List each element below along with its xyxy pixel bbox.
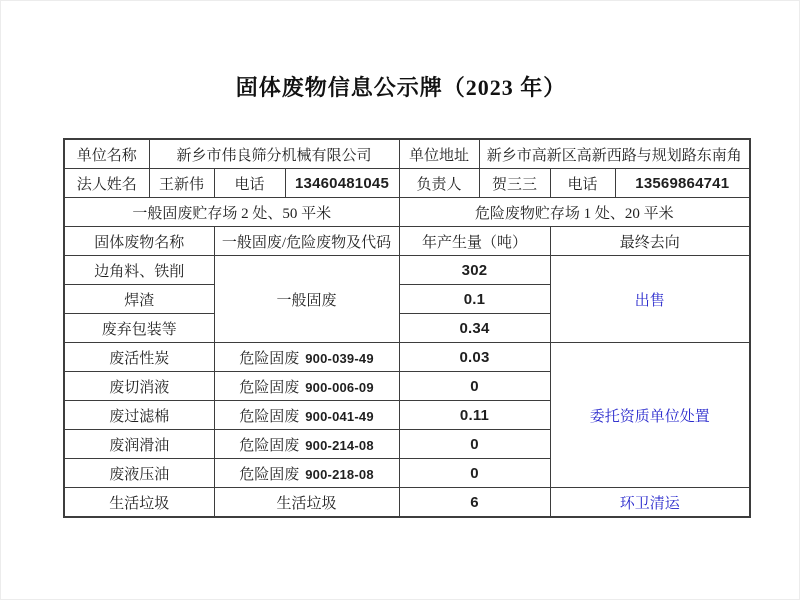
waste-type: 危险固废 — [239, 437, 300, 454]
waste-name: 焊渣 — [64, 285, 214, 314]
waste-amount: 0.03 — [399, 343, 550, 372]
waste-code-cell — [214, 343, 399, 372]
responsible-label: 负责人 — [399, 169, 479, 198]
waste-amount: 6 — [399, 488, 550, 518]
table-row-headers — [64, 227, 750, 256]
waste-name: 废液压油 — [64, 459, 214, 488]
unit-name-label: 单位名称 — [64, 139, 149, 169]
responsible-value: 贺三三 — [479, 169, 550, 198]
general-storage-info: 一般固废贮存场 2 处、50 平米 — [64, 198, 399, 227]
waste-amount: 0 — [399, 372, 550, 401]
waste-type: 危险固废 — [239, 379, 300, 396]
unit-address-value: 新乡市高新区高新西路与规划路东南角 — [479, 139, 750, 169]
waste-amount: 302 — [399, 256, 550, 285]
destination-sell: 出售 — [550, 256, 750, 343]
waste-name: 废活性炭 — [64, 343, 214, 372]
waste-code: 900-039-49 — [305, 350, 374, 366]
page-title: 固体废物信息公示牌（2023 年） — [235, 75, 567, 100]
waste-code-cell — [214, 372, 399, 401]
table-row-unit — [64, 139, 750, 169]
legal-person-value: 王新伟 — [149, 169, 214, 198]
waste-code-cell — [214, 430, 399, 459]
waste-code: 900-214-08 — [305, 437, 374, 453]
waste-code-cell — [214, 459, 399, 488]
waste-amount: 0 — [399, 430, 550, 459]
waste-amount: 0 — [399, 459, 550, 488]
waste-code-cell — [214, 401, 399, 430]
header-destination: 最终去向 — [550, 227, 750, 256]
phone-label-2: 电话 — [550, 169, 615, 198]
table-row — [64, 488, 750, 518]
waste-name: 废弃包装等 — [64, 314, 214, 343]
waste-type-general: 一般固废 — [214, 256, 399, 343]
hazard-storage-info: 危险废物贮存场 1 处、20 平米 — [399, 198, 750, 227]
table-row-storage — [64, 198, 750, 227]
solid-waste-info-table — [63, 138, 751, 518]
legal-person-label: 法人姓名 — [64, 169, 149, 198]
waste-name: 边角料、铁削 — [64, 256, 214, 285]
table-row — [64, 256, 750, 285]
waste-code: 900-041-49 — [305, 408, 374, 424]
header-waste-code: 一般固废/危险废物及代码 — [214, 227, 399, 256]
waste-type: 危险固废 — [239, 350, 300, 367]
waste-type: 危险固废 — [239, 408, 300, 425]
unit-address-label: 单位地址 — [399, 139, 479, 169]
unit-name-value: 新乡市伟良筛分机械有限公司 — [149, 139, 399, 169]
waste-code: 900-218-08 — [305, 466, 374, 482]
header-waste-name: 固体废物名称 — [64, 227, 214, 256]
header-annual-amount: 年产生量（吨） — [399, 227, 550, 256]
waste-name: 生活垃圾 — [64, 488, 214, 518]
table-row — [64, 343, 750, 372]
destination-sanitation: 环卫清运 — [550, 488, 750, 518]
waste-amount: 0.34 — [399, 314, 550, 343]
phone-label-1: 电话 — [214, 169, 285, 198]
destination-entrust: 委托资质单位处置 — [550, 343, 750, 488]
waste-name: 废过滤棉 — [64, 401, 214, 430]
waste-amount: 0.1 — [399, 285, 550, 314]
table-row-contacts — [64, 169, 750, 198]
waste-type: 危险固废 — [239, 466, 300, 483]
waste-name: 废切消液 — [64, 372, 214, 401]
waste-code: 900-006-09 — [305, 379, 374, 395]
waste-name: 废润滑油 — [64, 430, 214, 459]
waste-type: 生活垃圾 — [214, 488, 399, 518]
waste-amount: 0.11 — [399, 401, 550, 430]
phone-value-2: 13569864741 — [615, 169, 750, 198]
phone-value-1: 13460481045 — [285, 169, 399, 198]
